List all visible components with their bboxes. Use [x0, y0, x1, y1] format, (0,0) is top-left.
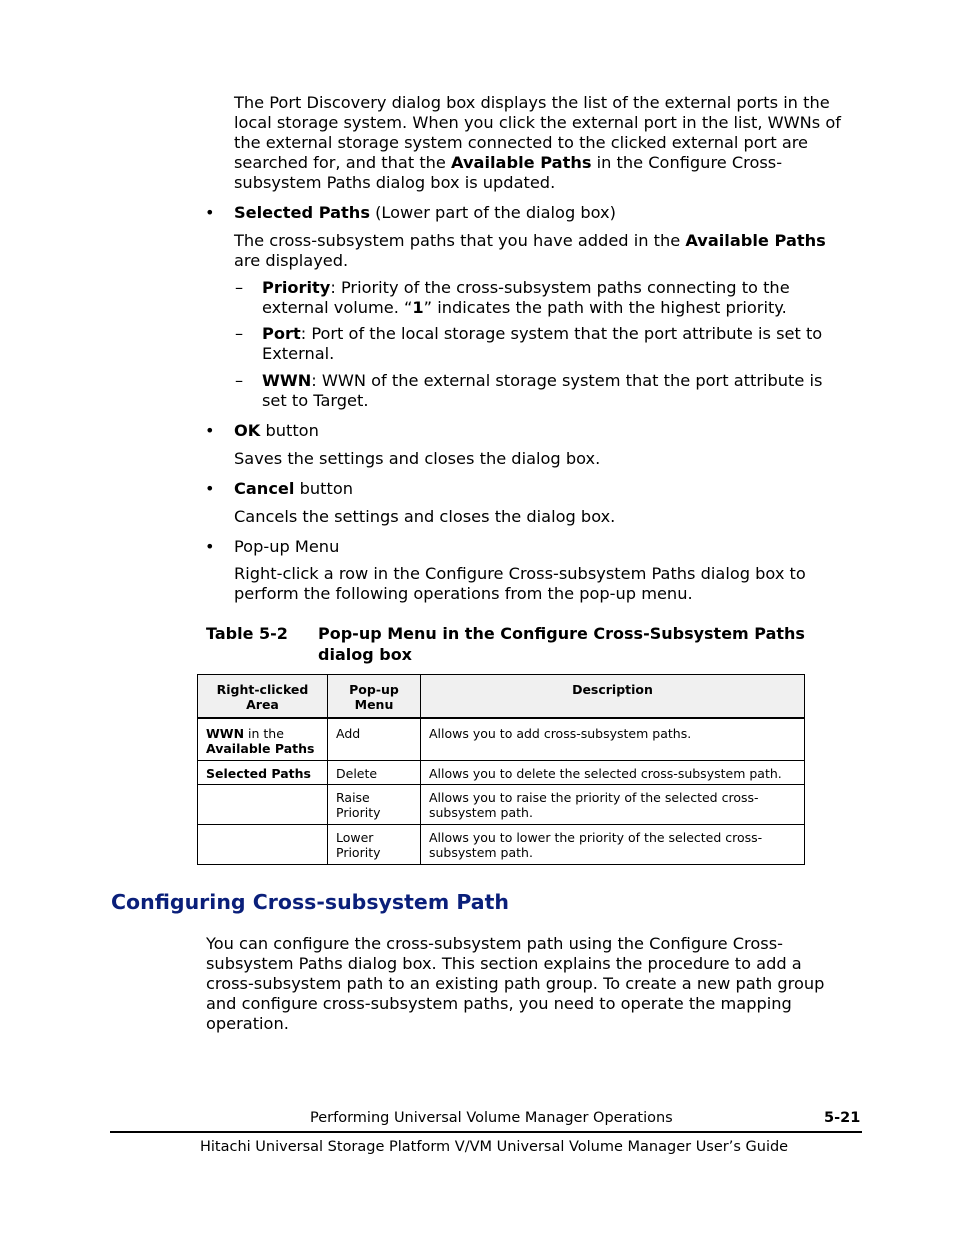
cancel-desc: Cancels the settings and closes the dialog box.	[234, 507, 616, 526]
dash-priority: –	[235, 278, 244, 297]
selected-paths-desc: The cross-subsystem paths that you have added in the Available Paths are displayed.	[234, 231, 826, 270]
ok-desc: Saves the settings and closes the dialog box.	[234, 449, 601, 468]
header-area: Right-clicked Area	[198, 675, 328, 719]
available-paths-term: Available Paths	[451, 153, 592, 172]
section-body: You can configure the cross-subsystem path using the Configure Cross-subsystem Paths dialog box. This section explains the procedure to add a cross-subsystem path to an existing path group. To create a new path group and configure cross-subsystem paths, you need to operate the mapping operation.	[206, 934, 825, 1033]
popup-menu-table	[197, 674, 805, 865]
intro-paragraph: The Port Discovery dialog box displays the list of the external ports in the local storage system. When you click the external port in the list, WWNs of the external storage system connected to the clicked external port are searched for, and that the Available Paths in the Configure Cross-subsystem Paths dialog box is updated.	[234, 93, 841, 192]
cell-menu: Delete	[328, 760, 421, 784]
table-row	[198, 824, 805, 864]
cell-area: WWN in the Available Paths	[198, 718, 328, 760]
table-row	[198, 784, 805, 824]
bullet-cancel: •	[205, 479, 215, 498]
cell-area	[198, 784, 328, 824]
table-header-row	[198, 675, 805, 719]
bullet-ok: •	[205, 421, 215, 440]
footer-page-number: 5-21	[824, 1110, 861, 1126]
header-description: Description	[421, 675, 805, 719]
cell-menu: Raise Priority	[328, 784, 421, 824]
cell-description: Allows you to raise the priority of the selected cross-subsystem path.	[421, 784, 805, 824]
footer-divider	[110, 1131, 862, 1133]
footer-guide-title: Hitachi Universal Storage Platform V/VM Universal Volume Manager User’s Guide	[200, 1139, 789, 1155]
cell-menu: Add	[328, 718, 421, 760]
cell-area	[198, 824, 328, 864]
footer-chapter: Performing Universal Volume Manager Operations	[310, 1110, 673, 1126]
cell-area: Selected Paths	[198, 760, 328, 784]
priority-item: Priority: Priority of the cross-subsystem paths connecting to the external volume. “1” indicates the path with the highest priority.	[262, 278, 790, 317]
cell-description: Allows you to lower the priority of the selected cross-subsystem path.	[421, 824, 805, 864]
cell-description: Allows you to delete the selected cross-subsystem path.	[421, 760, 805, 784]
selected-paths-item: Selected Paths (Lower part of the dialog box)	[234, 203, 616, 222]
cell-menu: Lower Priority	[328, 824, 421, 864]
table-row	[198, 760, 805, 784]
dash-wwn: –	[235, 371, 244, 390]
dash-port: –	[235, 324, 244, 343]
header-menu: Pop-up Menu	[328, 675, 421, 719]
port-item: Port: Port of the local storage system that the port attribute is set to External.	[262, 324, 823, 363]
table-label: Table 5-2	[206, 624, 288, 643]
section-heading: Configuring Cross-subsystem Path	[111, 890, 510, 914]
table-row	[198, 718, 805, 760]
popup-item: Pop-up Menu	[234, 537, 340, 556]
popup-desc: Right-click a row in the Configure Cross-subsystem Paths dialog box to perform the following operations from the pop-up menu.	[234, 564, 806, 603]
bullet-popup: •	[205, 537, 215, 556]
wwn-item: WWN: WWN of the external storage system that the port attribute is set to Target.	[262, 371, 823, 410]
cell-description: Allows you to add cross-subsystem paths.	[421, 718, 805, 760]
bullet-selected-paths: •	[205, 203, 215, 222]
ok-item: OK button	[234, 421, 319, 440]
cancel-item: Cancel button	[234, 479, 353, 498]
table-caption: Pop-up Menu in the Configure Cross-Subsystem Paths dialog box	[318, 624, 805, 664]
